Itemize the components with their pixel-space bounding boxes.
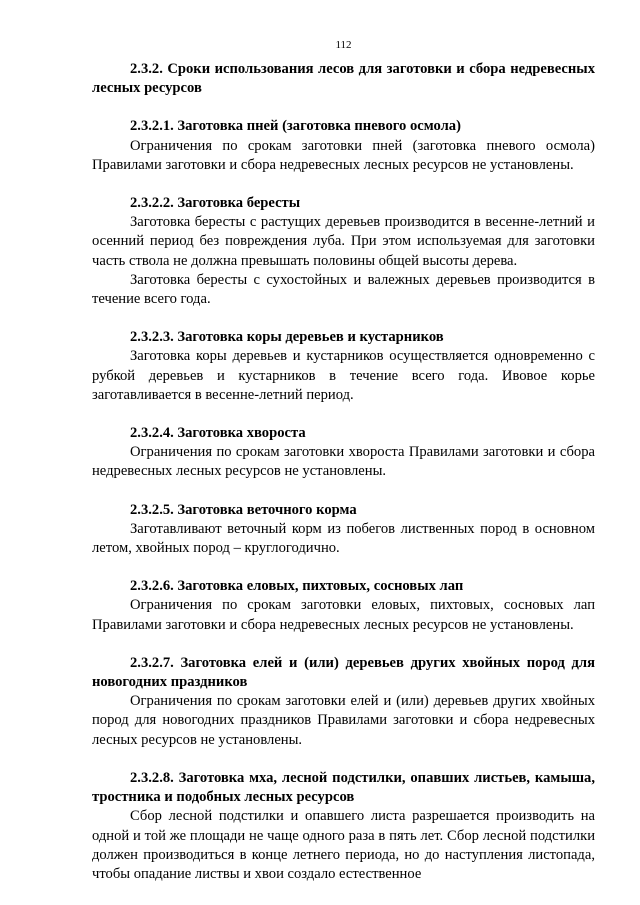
section-heading: 2.3.2. Сроки использования лесов для заготовки и сбора недревесных лесных ресурсов [92, 61, 595, 97]
paragraph: Заготавливают веточный корм из побегов лиственных пород в основном летом, хвойных пород – круглогодично. [92, 520, 595, 557]
paragraph: Ограничения по срокам заготовки еловых, пихтовых, сосновых лап Правилами заготовки и сбора недревесных лесных ресурсов не установлены. [92, 597, 595, 633]
paragraph: Ограничения по срокам заготовки елей и (или) деревьев других хвойных пород для новогодних праздников Правилами заготовки и сбора недревесных лесных ресурсов не установлены. [92, 693, 595, 748]
subsection-heading-4: 2.3.2.4. Заготовка хвороста [130, 425, 306, 442]
paragraph: Ограничения по срокам заготовки пней (заготовка пневого осмола) Правилами заготовки и сбора недревесных лесных ресурсов не установлены. [92, 137, 595, 173]
paragraph: Заготовка бересты с сухостойных и валежных деревьев производится в течение всего года. [92, 271, 595, 308]
paragraph: Сбор лесной подстилки и опавшего листа разрешается производить на одной и той же площади не чаще одного раза в пять лет. Сбор лесной подстилки должен производиться в конце летнего периода, но до наступления листопада, чтобы опадание листвы и хвои создало естественное [92, 808, 595, 882]
subsection-heading-1: 2.3.2.1. Заготовка пней (заготовка пневого осмола) [130, 118, 461, 135]
document-body [92, 60, 595, 884]
subsection-heading-7: 2.3.2.7. Заготовка елей и (или) деревьев других хвойных пород для новогодних праздников [92, 654, 595, 691]
paragraph: Ограничения по срокам заготовки хвороста Правилами заготовки и сбора недревесных лесных ресурсов не установлены. [92, 444, 595, 480]
subsection-heading-8: 2.3.2.8. Заготовка мха, лесной подстилки, опавших листьев, камыша, тростника и подобных лесных ресурсов [92, 769, 595, 806]
paragraph: Заготовка коры деревьев и кустарников осуществляется одновременно с рубкой деревьев и кустарников в течение всего года. Ивовое корье заготавливается в весенне-летний период. [92, 348, 595, 403]
page-number: 112 [335, 39, 352, 51]
subsection-heading-3: 2.3.2.3. Заготовка коры деревьев и кустарников [130, 329, 444, 346]
paragraph: Заготовка бересты с растущих деревьев производится в весенне-летний и осенний период без повреждения луба. При этом используемая для заготовки часть ствола не должна превышать половины общей высоты дерева. [92, 214, 595, 269]
subsection-heading-5: 2.3.2.5. Заготовка веточного корма [130, 501, 357, 518]
subsection-heading-2: 2.3.2.2. Заготовка бересты [130, 195, 301, 212]
subsection-heading-6: 2.3.2.6. Заготовка еловых, пихтовых, сосновых лап [130, 578, 464, 595]
